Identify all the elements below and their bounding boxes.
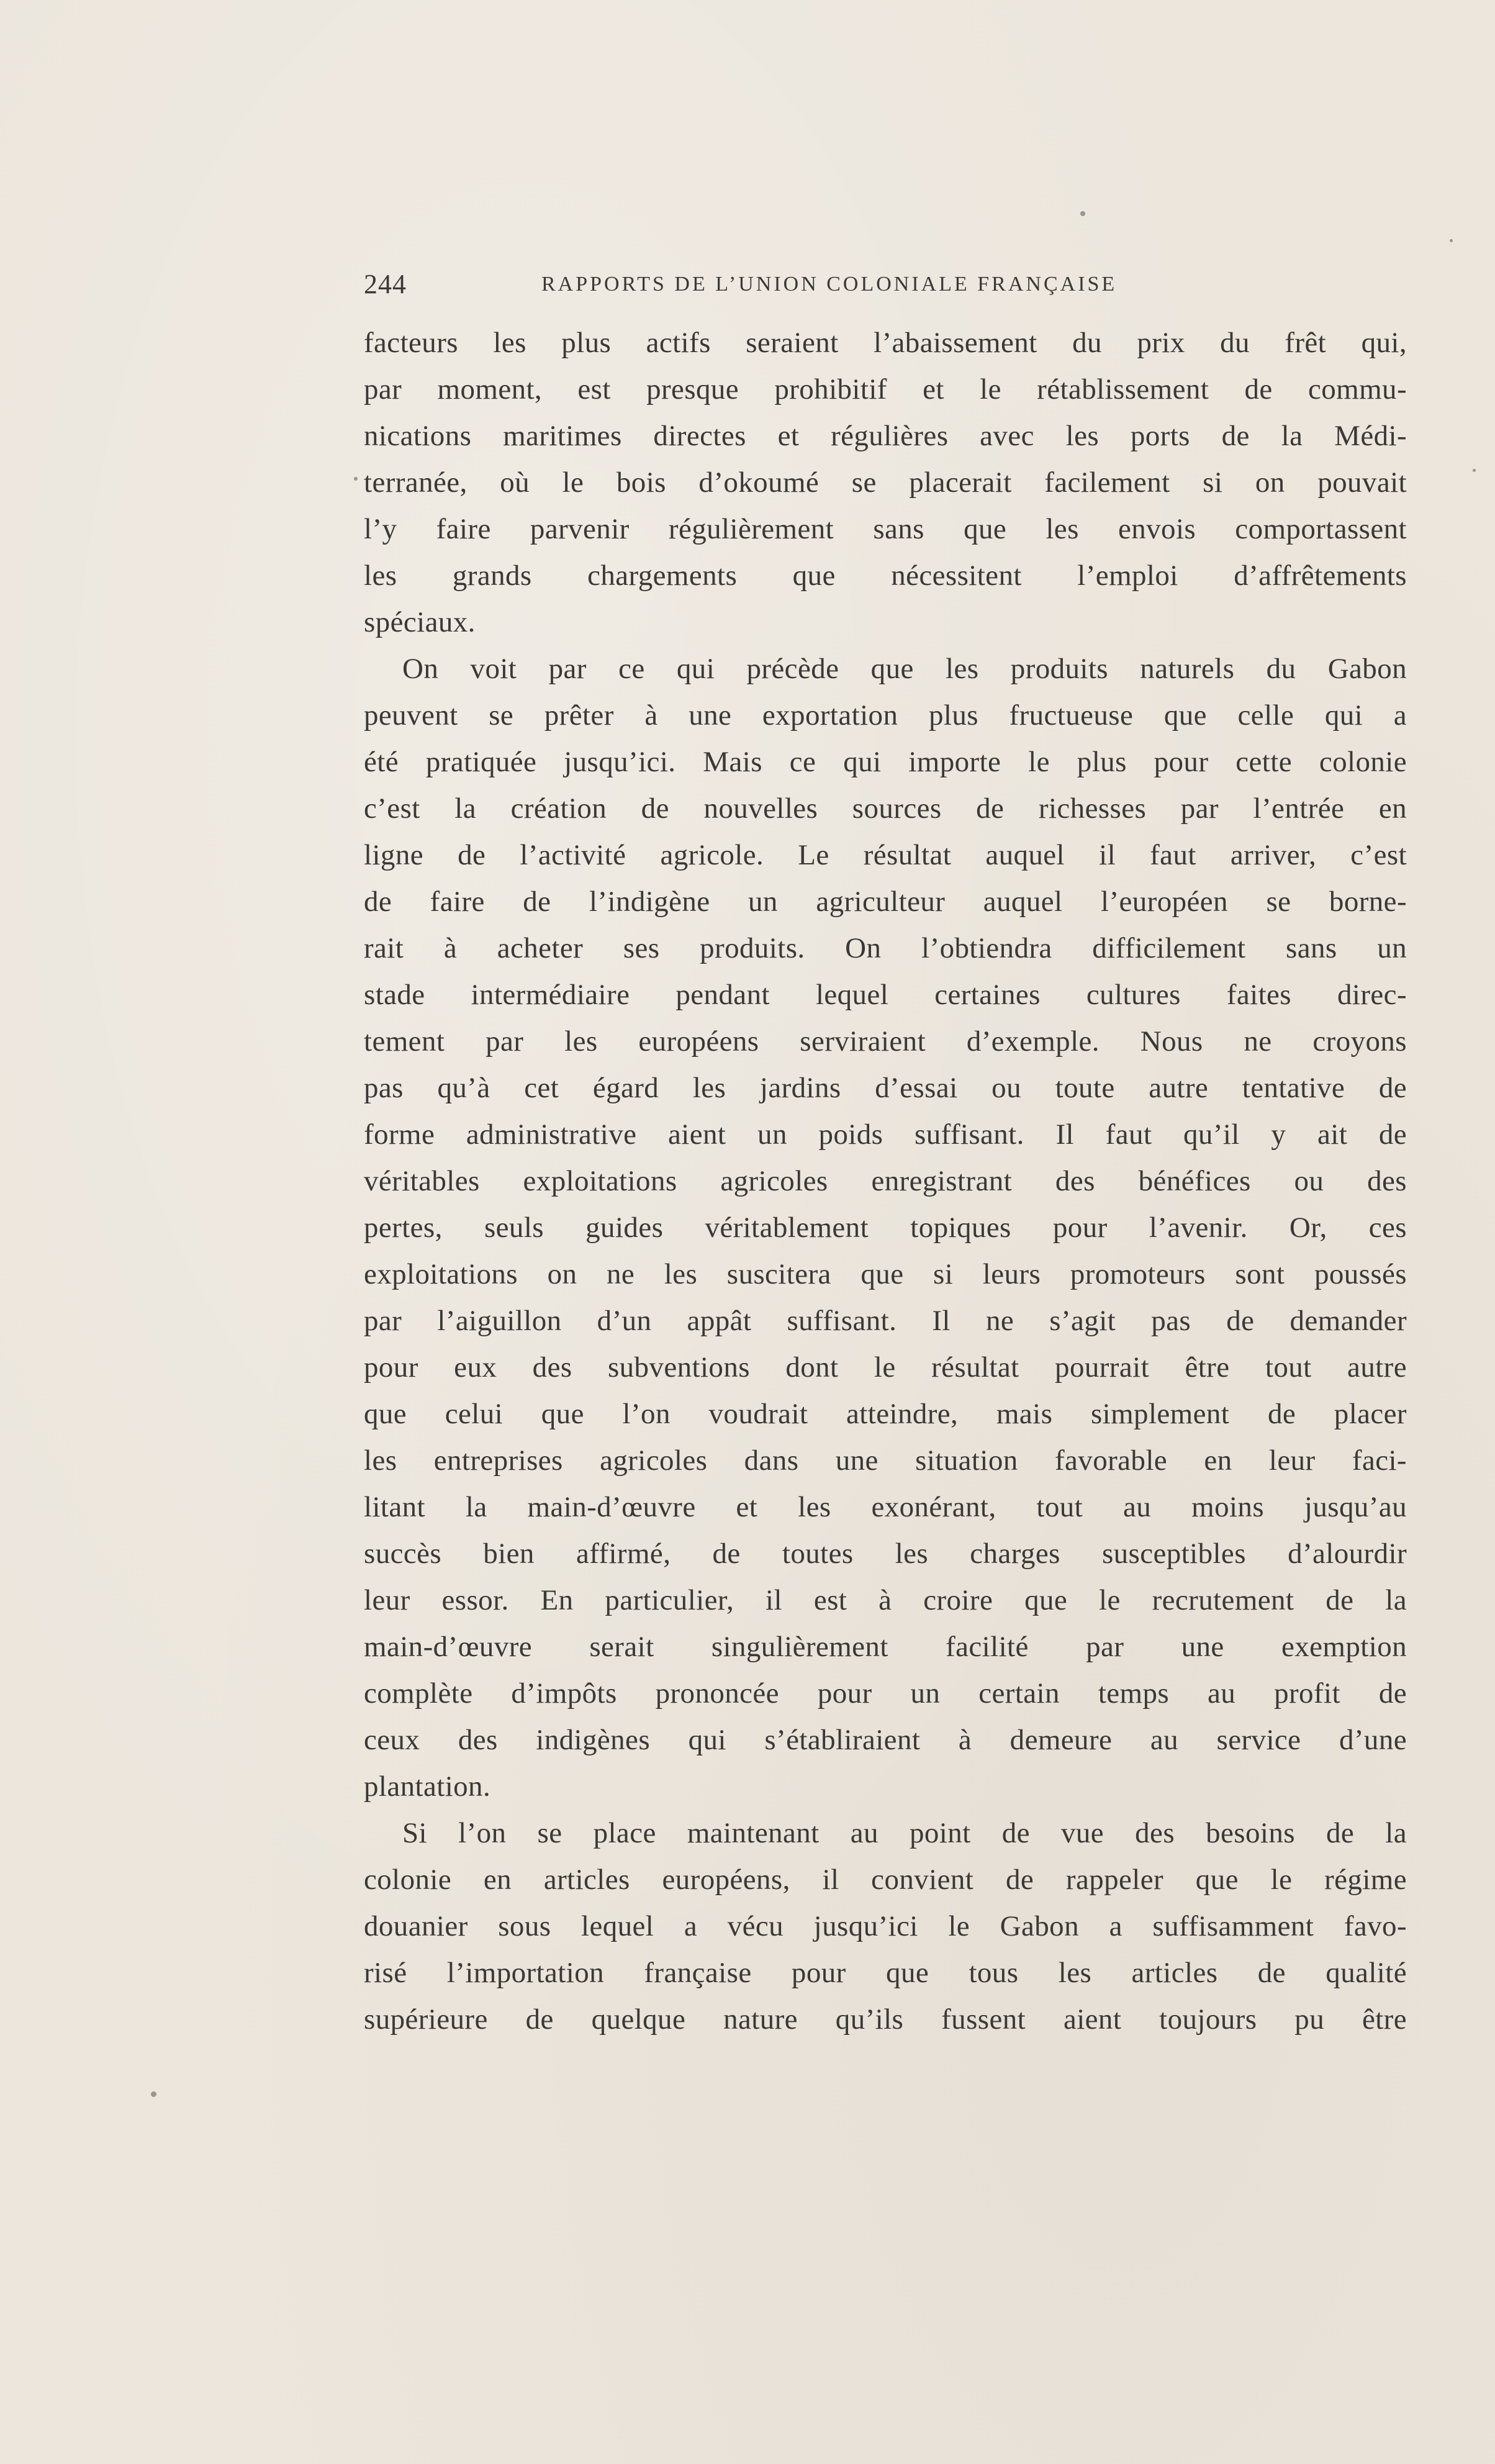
body-line: ceux des indigènes qui s’établiraient à demeure au service d’une <box>364 1724 1407 1756</box>
body-line: spéciaux. <box>364 606 476 638</box>
body-line: litant la main-d’œuvre et les exonérant, tout au moins jusqu’au <box>364 1491 1407 1523</box>
body-line: pertes, seuls guides véritablement topiques pour l’avenir. Or, ces <box>364 1212 1407 1244</box>
body-line: c’est la création de nouvelles sources de richesses par l’entrée en <box>364 792 1407 825</box>
body-line: risé l’importation française pour que tous les articles de qualité <box>364 1957 1407 1989</box>
body-line: On voit par ce qui précède que les produits naturels du Gabon <box>402 653 1407 685</box>
body-line: main-d’œuvre serait singulièrement facilité par une exemption <box>364 1631 1407 1663</box>
body-line: tement par les européens serviraient d’exemple. Nous ne croyons <box>364 1025 1407 1058</box>
body-line: supérieure de quelque nature qu’ils fussent aient toujours pu être <box>364 2003 1407 2036</box>
paper-speck <box>151 2091 156 2097</box>
body-line: facteurs les plus actifs seraient l’abaissement du prix du frêt qui, <box>364 327 1407 359</box>
paper-speck <box>354 477 358 481</box>
body-line: par moment, est presque prohibitif et le rétablissement de commu- <box>364 373 1407 405</box>
body-line: plantation. <box>364 1770 491 1803</box>
paper-speck <box>1080 211 1085 216</box>
body-line: que celui que l’on voudrait atteindre, mais simplement de placer <box>364 1398 1407 1430</box>
body-line: par l’aiguillon d’un appât suffisant. Il ne s’agit pas de demander <box>364 1305 1407 1337</box>
running-head: RAPPORTS DE L’UNION COLONIALE FRANÇAISE <box>541 273 1118 296</box>
body-line: peuvent se prêter à une exportation plus fructueuse que celle qui a <box>364 699 1407 732</box>
body-line: pour eux des subventions dont le résultat pourrait être tout autre <box>364 1351 1407 1384</box>
body-line: stade intermédiaire pendant lequel certaines cultures faites direc- <box>364 979 1407 1011</box>
body-line: été pratiquée jusqu’ici. Mais ce qui importe le plus pour cette colonie <box>364 746 1407 778</box>
body-line: leur essor. En particulier, il est à croire que le recrutement de la <box>364 1584 1407 1616</box>
body-line: pas qu’à cet égard les jardins d’essai ou toute autre tentative de <box>364 1072 1407 1104</box>
body-line: ligne de l’activité agricole. Le résultat auquel il faut arriver, c’est <box>364 839 1407 871</box>
body-line: douanier sous lequel a vécu jusqu’ici le Gabon a suffisamment favo- <box>364 1910 1407 1942</box>
page-number: 244 <box>364 269 407 299</box>
body-line: les entreprises agricoles dans une situation favorable en leur faci- <box>364 1444 1407 1477</box>
body-line: rait à acheter ses produits. On l’obtiendra difficilement sans un <box>364 932 1407 964</box>
body-line: exploitations on ne les suscitera que si leurs promoteurs sont poussés <box>364 1258 1407 1290</box>
body-line: forme administrative aient un poids suffisant. Il faut qu’il y ait de <box>364 1118 1407 1151</box>
body-line: les grands chargements que nécessitent l’emploi d’affrêtements <box>364 559 1407 592</box>
body-line: complète d’impôts prononcée pour un certain temps au profit de <box>364 1677 1407 1710</box>
body-line: véritables exploitations agricoles enregistrant des bénéfices ou des <box>364 1165 1407 1197</box>
body-line: terranée, où le bois d’okoumé se placerait facilement si on pouvait <box>364 466 1407 499</box>
paper-speck <box>1473 469 1476 472</box>
body-line: succès bien affirmé, de toutes les charges susceptibles d’alourdir <box>364 1538 1407 1570</box>
body-line: nications maritimes directes et régulières avec les ports de la Médi- <box>364 420 1407 452</box>
body-line: l’y faire parvenir régulièrement sans que les envois comportassent <box>364 513 1407 545</box>
body-line: Si l’on se place maintenant au point de vue des besoins de la <box>402 1817 1407 1849</box>
paper-speck <box>1450 239 1453 242</box>
body-line: colonie en articles européens, il convient de rappeler que le régime <box>364 1864 1407 1896</box>
page-header <box>364 266 1233 303</box>
body-text <box>364 320 1407 2043</box>
body-line: de faire de l’indigène un agriculteur auquel l’européen se borne- <box>364 886 1407 918</box>
